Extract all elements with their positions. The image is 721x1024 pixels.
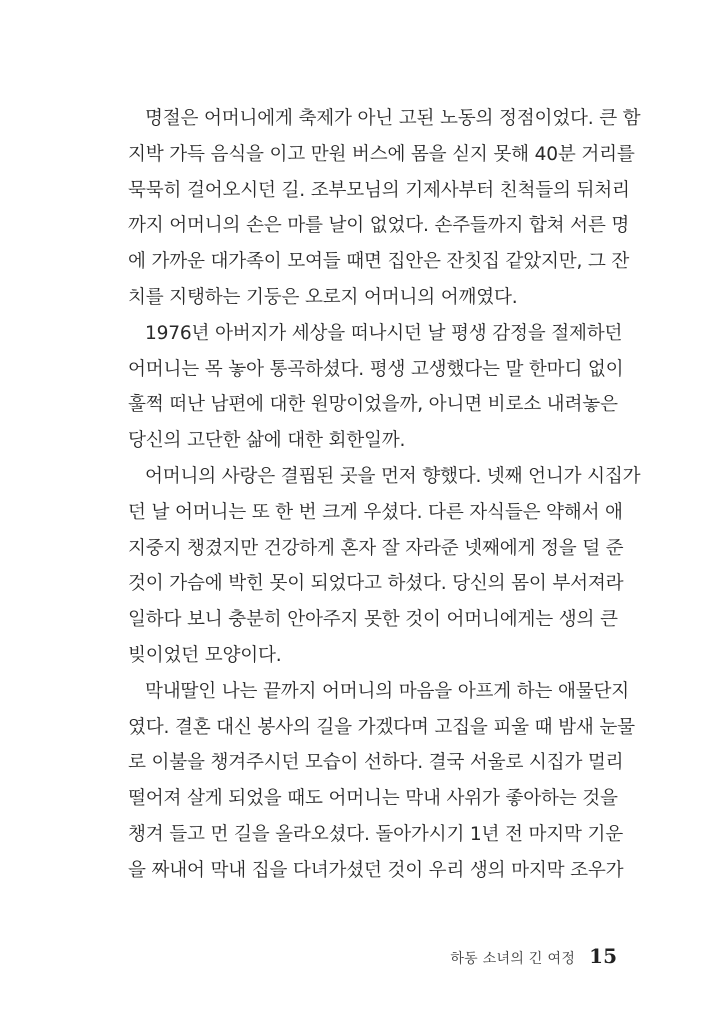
text-line: 던 날 어머니는 또 한 번 크게 우셨다. 다른 자식들은 약해서 애 [128, 501, 623, 523]
text-line: 치를 지탱하는 기둥은 오로지 어머니의 어깨였다. [128, 286, 518, 308]
text-line: 에 가까운 대가족이 모여들 때면 집안은 잔칫집 같았지만, 그 잔 [128, 251, 630, 273]
text-line: 것이 가슴에 박힌 못이 되었다고 하셨다. 당신의 몸이 부서져라 [128, 573, 624, 595]
text-line: 챙겨 들고 먼 길을 올라오셨다. 돌아가시기 1년 전 마지막 기운 [128, 823, 624, 845]
page-number: 15 [589, 944, 617, 968]
text-line: 을 짜내어 막내 집을 다녀가셨던 것이 우리 생의 마지막 조우가 [128, 859, 624, 881]
text-line: 어머니는 목 놓아 통곡하셨다. 평생 고생했다는 말 한마디 없이 [128, 358, 624, 380]
running-title: 하동 소녀의 긴 여정 [450, 951, 576, 967]
text-line: 1976년 아버지가 세상을 떠나시던 날 평생 감정을 절제하던 [145, 322, 623, 344]
text-line: 떨어져 살게 되었을 때도 어머니는 막내 사위가 좋아하는 것을 [128, 788, 618, 810]
body-text [128, 101, 641, 889]
text-line: 였다. 결혼 대신 봉사의 길을 가겠다며 고집을 피울 때 밤새 눈물 [128, 716, 635, 738]
text-line: 명절은 어머니에게 축제가 아닌 고된 노동의 정점이었다. 큰 함 [145, 108, 641, 129]
text-line: 막내딸인 나는 끝까지 어머니의 마음을 아프게 하는 애물단지 [145, 680, 630, 702]
text-line: 훌쩍 떠난 남편에 대한 원망이었을까, 아니면 비로소 내려놓은 [128, 394, 618, 416]
text-line: 어머니의 사랑은 결핍된 곳을 먼저 향했다. 넷째 언니가 시집가 [145, 465, 641, 487]
text-line: 당신의 고단한 삶에 대한 회한일까. [128, 430, 406, 452]
text-line: 묵묵히 걸어오시던 길. 조부모님의 기제사부터 친척들의 뒤처리 [128, 179, 630, 201]
text-line: 일하다 보니 충분히 안아주지 못한 것이 어머니에게는 생의 큰 [128, 609, 618, 631]
text-line: 까지 어머니의 손은 마를 날이 없었다. 손주들까지 합쳐 서른 명 [128, 215, 630, 237]
text-line: 로 이불을 챙겨주시던 모습이 선하다. 결국 서울로 시집가 멀리 [128, 752, 624, 774]
text-line: 지중지 챙겼지만 건강하게 혼자 잘 자라준 넷째에게 정을 덜 준 [128, 537, 624, 559]
page-footer [450, 944, 617, 968]
text-line: 지박 가득 음식을 이고 만원 버스에 몸을 싣지 못해 40분 거리를 [128, 143, 635, 165]
text-line: 빚이었던 모양이다. [128, 644, 282, 666]
